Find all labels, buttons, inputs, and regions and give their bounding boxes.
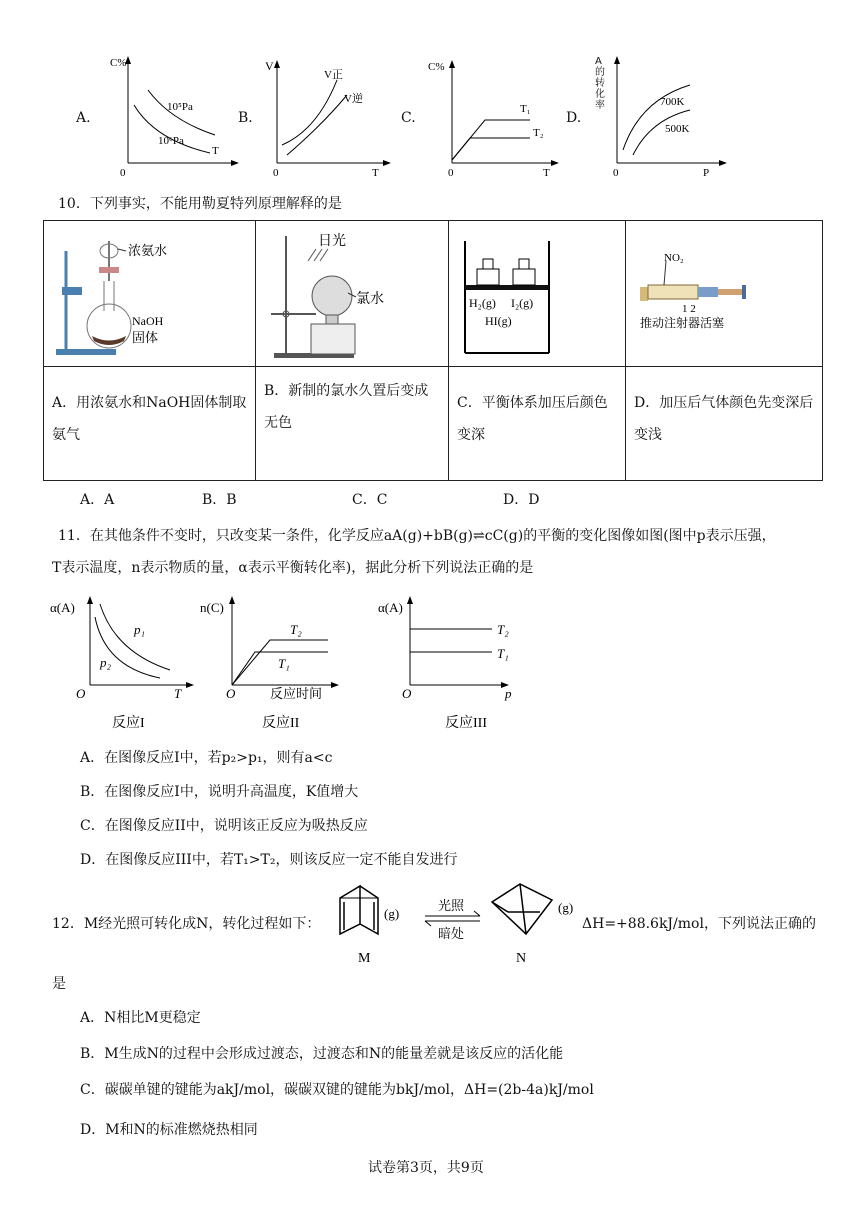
q11-option-b[interactable]: B．在图像反应I中，说明升高温度，K值增大: [80, 784, 359, 800]
origin: 0: [120, 167, 126, 179]
g3-ylabel: α(A): [378, 600, 403, 615]
origin: 0: [273, 167, 279, 179]
q12-option-d[interactable]: D．M和N的标准燃烧热相同: [80, 1122, 258, 1138]
q12-stem-end: 是: [52, 976, 66, 992]
origin: 0: [613, 167, 619, 179]
label-chlorine-water: 氯水: [356, 292, 384, 307]
label-i2: I₂(g): [511, 296, 534, 310]
m-phase: (g): [384, 906, 400, 921]
page-footer: 试卷第3页，共9页: [368, 1160, 484, 1176]
g3-curve-t2: T₂: [497, 622, 509, 637]
q12-stem: 12．M经光照可转化成N，转化过程如下：: [52, 916, 321, 932]
caption-d: D．加压后气体颜色先变深后变浅: [626, 367, 823, 481]
label-h2: H₂(g): [469, 296, 496, 310]
origin: 0: [448, 167, 454, 179]
curve-label-top: 10⁵Pa: [167, 101, 193, 113]
g2-ylabel: n(C): [200, 600, 224, 615]
q10-choice-c[interactable]: C．C: [352, 492, 388, 508]
syringe-figure: [626, 221, 820, 366]
label-m: M: [358, 951, 371, 966]
label-ammonia: 浓氨水: [128, 243, 168, 258]
ylabel: V: [265, 59, 274, 73]
xlabel: T: [543, 167, 550, 179]
xlabel: T: [212, 145, 219, 157]
graph-svg: [237, 50, 407, 185]
curve-label-1: T₁: [520, 103, 531, 115]
g1-ylabel: α(A): [50, 600, 75, 615]
hi-equilibrium-figure: [449, 221, 623, 366]
norbornadiene-structure: [340, 886, 360, 934]
q9-graph-a: [70, 50, 240, 185]
q10-table: [43, 220, 823, 481]
q11-option-c[interactable]: C．在图像反应II中，说明该正反应为吸热反应: [80, 818, 368, 834]
curve-label-bottom: 10⁶Pa: [158, 135, 184, 147]
caption-b: B．新制的氯水久置后变成无色: [256, 367, 449, 481]
curve-label-2: T₂: [533, 127, 544, 139]
graph-svg: [70, 50, 240, 185]
g2-curve-t2: T₂: [290, 622, 302, 637]
n-phase: (g): [558, 900, 574, 915]
g3-xlabel: p: [505, 686, 512, 701]
g3-curve-t1: T₁: [497, 646, 509, 661]
g1-curve-p2: p₂: [100, 655, 112, 670]
q10-choice-a[interactable]: A．A: [80, 492, 115, 508]
caption-c: C．平衡体系加压后颜色变深: [449, 367, 626, 481]
curve-label-2: 500K: [665, 123, 690, 135]
g2-xlabel: 反应时间: [270, 686, 323, 701]
chlorine-water-figure: [256, 221, 446, 366]
label-push: 推动注射器活塞: [640, 316, 725, 330]
g3-origin: O: [402, 686, 412, 701]
fig-b-cell: [256, 221, 449, 367]
q10-stem: 10．下列事实，不能用勒夏特列原理解释的是: [58, 196, 342, 212]
fig-d-cell: [626, 221, 823, 367]
option-label: C.: [401, 110, 416, 126]
graph-svg: [400, 50, 570, 185]
xlabel: P: [703, 167, 710, 179]
label-sunlight: 日光: [318, 234, 346, 249]
arrow-bottom-label: 暗处: [438, 926, 465, 941]
q12-option-b[interactable]: B．M生成N的过程中会形成过渡态，过渡态和N的能量差就是该反应的活化能: [80, 1046, 564, 1062]
g3-caption: 反应III: [445, 716, 487, 731]
ylabel: C%: [110, 57, 127, 69]
option-label: B.: [238, 110, 253, 126]
q10-choice-d[interactable]: D．D: [503, 492, 540, 508]
arrow-top-label: 光照: [438, 898, 465, 913]
g2-caption: 反应II: [262, 716, 300, 731]
fig-c-cell: [449, 221, 626, 367]
q11-stem-line2: T表示温度，n表示物质的量，α表示平衡转化率)，据此分析下列说法正确的是: [52, 560, 534, 576]
curve-label-1: V正: [324, 69, 343, 81]
option-label: A.: [76, 110, 91, 126]
q12-delta-h: ΔH=+88.6kJ/mol，下列说法正确的: [582, 916, 816, 932]
q12-option-c[interactable]: C．碳碳单键的键能为akJ/mol，碳碳双键的键能为bkJ/mol，ΔH=(2b-4a)kJ/mol: [80, 1082, 594, 1098]
g1-xlabel: T: [174, 686, 182, 701]
g1-curve-p1: p₁: [134, 622, 146, 637]
q11-graphs: [50, 592, 510, 732]
label-no2: NO₂: [664, 252, 684, 264]
g1-origin: O: [76, 686, 86, 701]
ylabel: A的转化率: [595, 56, 605, 111]
ammonia-apparatus-figure: [44, 221, 255, 366]
option-label: D.: [566, 110, 582, 126]
curve-label-2: V逆: [344, 93, 363, 105]
caption-a: A．用浓氨水和NaOH固体制取氨气: [44, 367, 256, 481]
q10-choice-b[interactable]: B．B: [202, 492, 237, 508]
q11-option-d[interactable]: D．在图像反应III中，若T₁>T₂，则该反应一定不能自发进行: [80, 852, 458, 868]
quadricyclane-structure: [492, 884, 552, 934]
g2-curve-t1: T₁: [278, 656, 290, 671]
ylabel: C%: [428, 61, 445, 73]
q9-graph-d: [565, 50, 735, 185]
graph-svg: [565, 50, 735, 185]
label-hi: HI(g): [485, 314, 512, 328]
q11-stem-line1: 11．在其他条件不变时，只改变某一条件，化学反应aA(g)+bB(g)⇌cC(g)的平衡的变化图像如图(图中p表示压强，: [58, 528, 776, 544]
q11-option-a[interactable]: A．在图像反应I中，若p₂>p₁，则有a<c: [80, 750, 333, 766]
label-naoh: NaOH: [132, 314, 164, 328]
label-n: N: [516, 951, 527, 966]
q9-graph-b: [237, 50, 407, 185]
q12-reaction-scheme: [330, 872, 580, 967]
fig-a-cell: [44, 221, 256, 367]
g2-origin: O: [226, 686, 236, 701]
curve-label-1: 700K: [660, 96, 685, 108]
q12-option-a[interactable]: A．N相比M更稳定: [80, 1010, 201, 1026]
xlabel: T: [372, 167, 379, 179]
q9-graph-c: [400, 50, 570, 185]
label-marks: 1 2: [682, 303, 696, 315]
g1-caption: 反应I: [112, 716, 145, 731]
label-solid: 固体: [132, 330, 159, 345]
